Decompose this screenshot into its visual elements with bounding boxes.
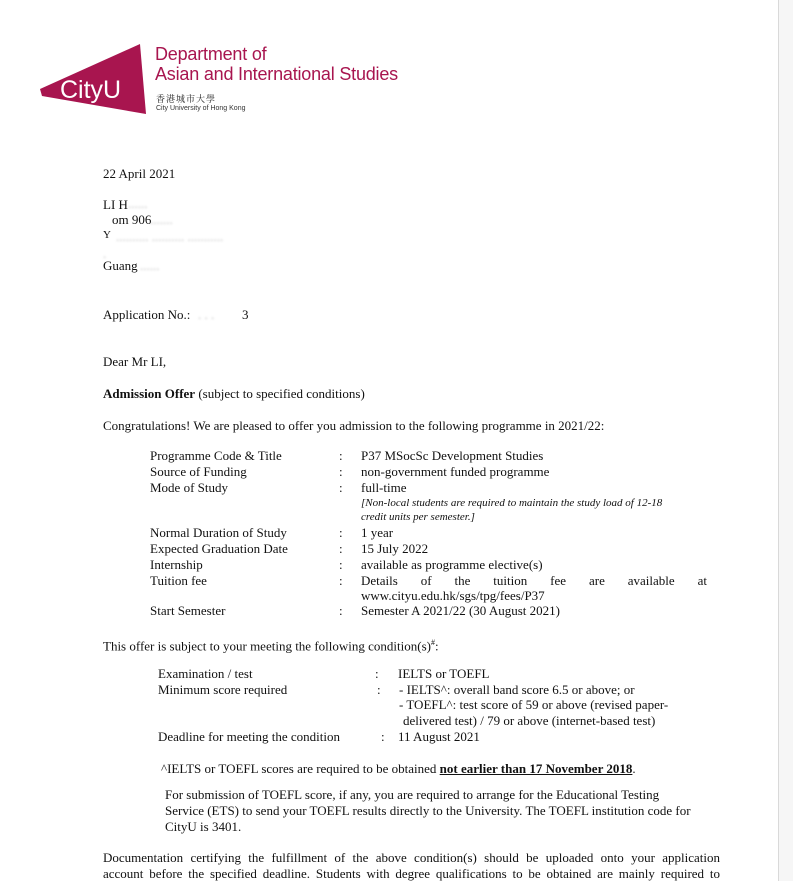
deadline-label: Deadline for meeting the condition xyxy=(158,729,340,744)
programme-row-sep: : xyxy=(339,448,343,463)
offer-heading: Admission Offer xyxy=(103,386,196,401)
programme-row-value: 1 year xyxy=(361,525,394,540)
programme-row-value: non-government funded programme xyxy=(361,464,550,479)
programme-row-value: Semester A 2021/22 (30 August 2021) xyxy=(361,603,560,618)
page-margin xyxy=(779,0,793,881)
programme-row-value: 15 July 2022 xyxy=(361,541,429,556)
programme-row-sep: : xyxy=(339,480,343,495)
programme-row-label: Normal Duration of Study xyxy=(150,525,287,540)
congratulations-text: Congratulations! We are pleased to offer you admission to the following programme in 2021/22: xyxy=(103,418,605,433)
deadline-value: 11 August 2021 xyxy=(398,729,480,744)
score-sep: : xyxy=(377,682,381,697)
conditions-intro-end: : xyxy=(434,638,439,654)
programme-row-label: Mode of Study xyxy=(150,480,228,495)
programme-row-label: Programme Code & Title xyxy=(150,448,282,463)
department-name-line1: Department of xyxy=(155,44,267,64)
programme-row-label: Expected Graduation Date xyxy=(150,541,288,556)
score-line1: - IELTS^: overall band score 6.5 or above; or xyxy=(399,682,635,697)
department-name-line2: Asian and International Studies xyxy=(155,64,398,84)
programme-row-label: Tuition fee xyxy=(150,573,207,588)
score-date-note-suffix: . xyxy=(632,761,636,776)
score-date-note xyxy=(161,761,636,777)
university-chinese-name: 香港城市大學 xyxy=(156,95,217,105)
exam-sep: : xyxy=(375,666,379,681)
documentation-line2: account before the specified deadline. Students with degree qualifications to be obtained are mainly required to xyxy=(103,866,720,881)
programme-row-label: Start Semester xyxy=(150,603,226,618)
offer-heading-suffix: (subject to specified conditions) xyxy=(195,386,365,401)
toefl-note-line3: CityU is 3401. xyxy=(165,819,242,834)
programme-row-sep: : xyxy=(339,603,343,618)
offer-heading-line xyxy=(103,386,365,402)
conditions-intro-line xyxy=(103,635,439,654)
toefl-note-line2: Service (ETS) to send your TOEFL results directly to the University. The TOEFL institution code for xyxy=(165,803,691,818)
page-edge xyxy=(778,0,779,881)
exam-value: IELTS or TOEFL xyxy=(398,666,490,681)
address-line4: Guang xyxy=(103,258,138,273)
documentation-line1: Documentation certifying the fulfillment of the above condition(s) should be uploaded onto your application xyxy=(103,850,720,865)
programme-row-sep: : xyxy=(339,557,343,572)
university-english-name: City University of Hong Kong xyxy=(156,105,246,112)
salutation: Dear Mr LI, xyxy=(103,354,167,369)
address-line2: om 906 xyxy=(112,212,152,227)
score-line2: - TOEFL^: test score of 59 or above (revised paper- xyxy=(399,697,669,712)
programme-row-value: P37 MSocSc Development Studies xyxy=(361,448,544,463)
programme-row-sep: : xyxy=(339,541,343,556)
programme-row-sep: : xyxy=(339,464,343,479)
programme-row-sep: : xyxy=(339,525,343,540)
programme-row-value: full-time xyxy=(361,480,407,495)
score-label: Minimum score required xyxy=(158,682,288,697)
programme-row-sep: : xyxy=(339,573,343,588)
programme-row-value: Details of the tuition fee are available at xyxy=(361,573,707,588)
application-number-value: 3 xyxy=(242,307,249,322)
address-line3: Y xyxy=(103,229,111,241)
programme-row-value: available as programme elective(s) xyxy=(361,557,543,572)
mode-note-line1: [Non-local students are required to maintain the study load of 12-18 xyxy=(361,497,663,509)
score-line3: delivered test) / 79 or above (internet-based test) xyxy=(403,713,656,728)
application-number-label: Application No.: xyxy=(103,307,191,322)
mode-note-line2: credit units per semester.] xyxy=(361,511,475,523)
address-line1: LI H xyxy=(103,197,128,212)
logo-wordmark: CityU xyxy=(60,76,122,104)
exam-label: Examination / test xyxy=(158,666,253,681)
programme-row-label: Internship xyxy=(150,557,203,572)
toefl-note-line1: For submission of TOEFL score, if any, you are required to arrange for the Educational Testing xyxy=(165,787,660,802)
conditions-intro: This offer is subject to your meeting the following condition(s) xyxy=(103,638,431,654)
score-date-note-prefix: ^IELTS or TOEFL scores are required to be obtained xyxy=(161,761,440,776)
conditions-intro-sup: # xyxy=(430,638,435,647)
tuition-fee-url: www.cityu.edu.hk/sgs/tpg/fees/P37 xyxy=(361,588,545,603)
deadline-sep: : xyxy=(381,729,385,744)
cityu-logo xyxy=(40,44,150,114)
score-date-note-emphasis: not earlier than 17 November 2018 xyxy=(439,761,633,776)
letter-date: 22 April 2021 xyxy=(103,166,176,181)
programme-row-label: Source of Funding xyxy=(150,464,247,479)
